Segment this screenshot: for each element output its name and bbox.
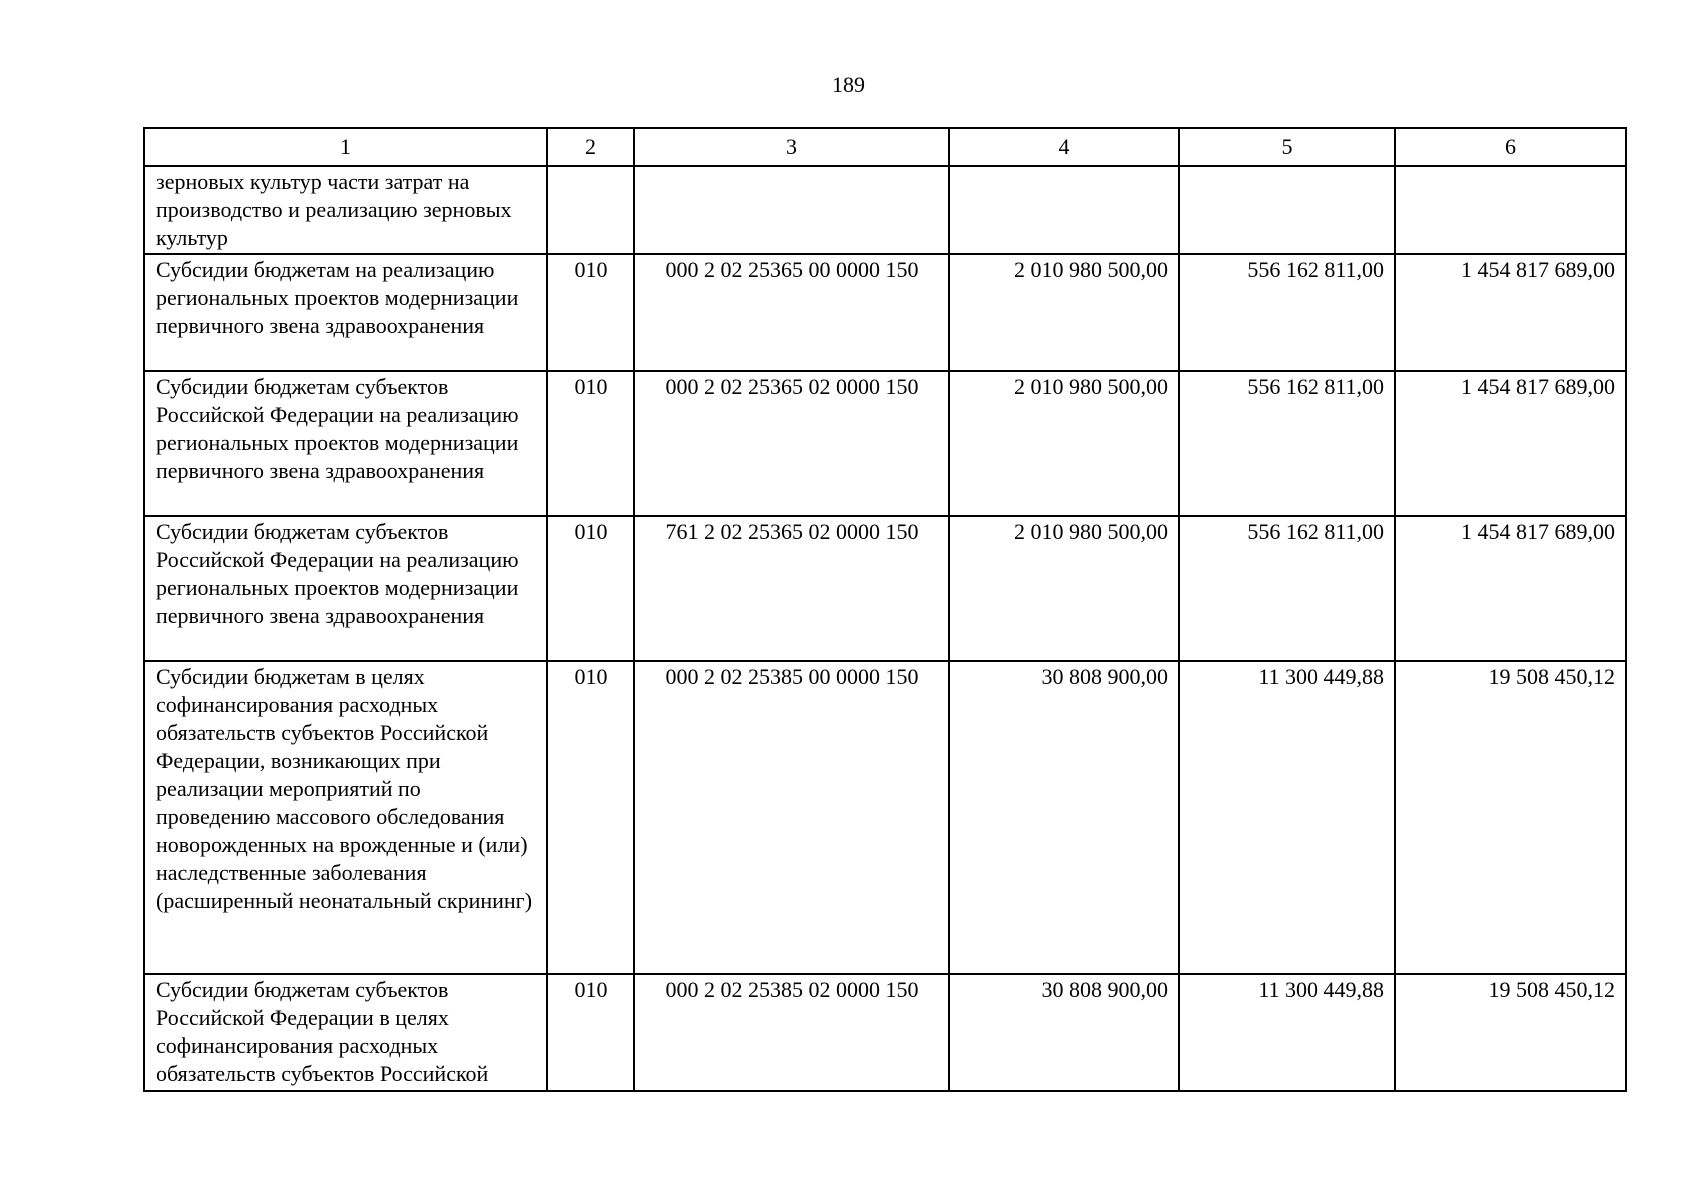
table-row (144, 661, 1626, 974)
row-code: 010 (547, 371, 634, 516)
row-code: 010 (547, 974, 634, 1091)
row-kbk (634, 166, 949, 254)
row-name: Субсидии бюджетам субъектов Российской Федерации на реализацию региональных проектов модернизации первичного звена здравоохранения (144, 516, 547, 661)
row-col5: 11 300 449,88 (1179, 974, 1395, 1091)
row-col5 (1179, 166, 1395, 254)
table-row (144, 254, 1626, 371)
row-code: 010 (547, 661, 634, 974)
column-header-2: 2 (547, 128, 634, 166)
row-kbk: 000 2 02 25365 00 0000 150 (634, 254, 949, 371)
row-col6: 1 454 817 689,00 (1395, 254, 1626, 371)
row-col4: 2 010 980 500,00 (949, 371, 1179, 516)
header-row (144, 128, 1626, 166)
row-col6: 1 454 817 689,00 (1395, 516, 1626, 661)
table-row (144, 974, 1626, 1091)
table-row (144, 516, 1626, 661)
row-col5: 11 300 449,88 (1179, 661, 1395, 974)
row-kbk: 000 2 02 25385 02 0000 150 (634, 974, 949, 1091)
table-row (144, 166, 1626, 254)
row-name: Субсидии бюджетам в целях софинансирования расходных обязательств субъектов Российской Федерации, возникающих при реализации мероприятий по проведению массового обследования новорожденных на врожденные и (или) наследственные заболевания (расширенный неонатальный скрининг) (144, 661, 547, 974)
budget-table (143, 127, 1627, 1092)
row-code: 010 (547, 254, 634, 371)
row-name: Субсидии бюджетам субъектов Российской Федерации на реализацию региональных проектов модернизации первичного звена здравоохранения (144, 371, 547, 516)
row-col6: 19 508 450,12 (1395, 661, 1626, 974)
row-name: зерновых культур части затрат на производство и реализацию зерновых культур (144, 166, 547, 254)
table-row (144, 371, 1626, 516)
row-col4: 30 808 900,00 (949, 661, 1179, 974)
row-col5: 556 162 811,00 (1179, 516, 1395, 661)
row-kbk: 761 2 02 25365 02 0000 150 (634, 516, 949, 661)
row-code: 010 (547, 516, 634, 661)
row-col6: 19 508 450,12 (1395, 974, 1626, 1091)
row-col5: 556 162 811,00 (1179, 254, 1395, 371)
row-code (547, 166, 634, 254)
column-header-6: 6 (1395, 128, 1626, 166)
column-header-3: 3 (634, 128, 949, 166)
row-col5: 556 162 811,00 (1179, 371, 1395, 516)
page-number: 189 (832, 72, 865, 97)
row-col4: 30 808 900,00 (949, 974, 1179, 1091)
row-col6: 1 454 817 689,00 (1395, 371, 1626, 516)
row-name: Субсидии бюджетам субъектов Российской Федерации в целях софинансирования расходных обязательств субъектов Российской (144, 974, 547, 1091)
row-kbk: 000 2 02 25365 02 0000 150 (634, 371, 949, 516)
column-header-1: 1 (144, 128, 547, 166)
row-col4: 2 010 980 500,00 (949, 516, 1179, 661)
column-header-4: 4 (949, 128, 1179, 166)
row-name: Субсидии бюджетам на реализацию региональных проектов модернизации первичного звена здравоохранения (144, 254, 547, 371)
row-col4 (949, 166, 1179, 254)
row-col4: 2 010 980 500,00 (949, 254, 1179, 371)
column-header-5: 5 (1179, 128, 1395, 166)
row-col6 (1395, 166, 1626, 254)
row-kbk: 000 2 02 25385 00 0000 150 (634, 661, 949, 974)
